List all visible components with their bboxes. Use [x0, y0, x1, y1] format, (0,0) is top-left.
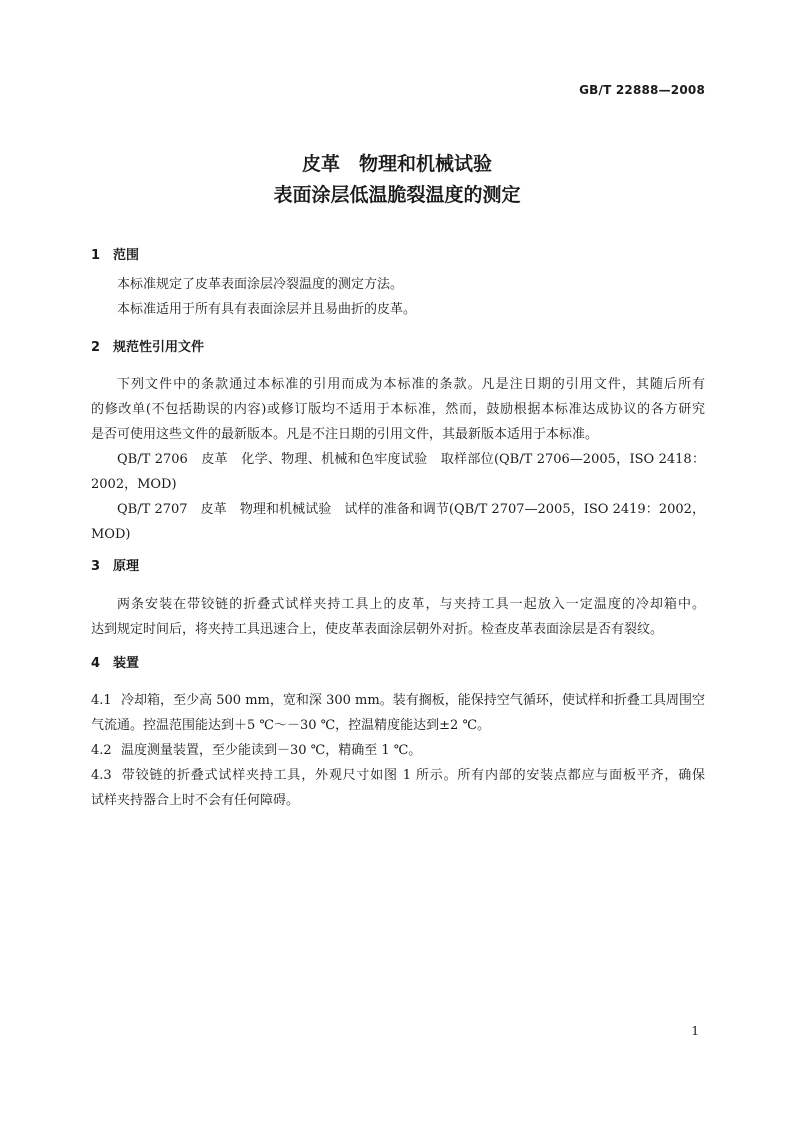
section-title: 范围: [113, 248, 140, 263]
s3-paragraph-line-2: 达到规定时间后，将夹持工具迅速合上，使皮革表面涂层朝外对折。检查皮革表面涂层是否有裂纹。: [91, 622, 664, 637]
s1-paragraph-2: 本标准适用于所有具有表面涂层并且易曲折的皮革。: [117, 302, 417, 317]
section-4-heading: [91, 655, 139, 673]
section-2-heading: [91, 339, 204, 357]
document-title-line-2: 表面涂层低温脆裂温度的测定: [273, 184, 521, 206]
document-title-line-1: 皮革 物理和机械试验: [301, 153, 492, 175]
item-4-3-line-2: 试样夹持器合上时不会有任何障碍。: [91, 793, 300, 808]
reference-2-line-1: QB/T 2707 皮革 物理和机械试验 试样的准备和调节(QB/T 2707—2005，ISO 2419：2002，: [117, 502, 705, 517]
item-number: 4.2: [91, 743, 112, 758]
reference-1-line-1: QB/T 2706 皮革 化学、物理、机械和色牢度试验 取样部位(QB/T 2706—2005，ISO 2418：: [117, 452, 705, 467]
section-number: 3: [91, 559, 101, 574]
reference-1-line-2: 2002，MOD): [91, 477, 177, 492]
item-text: 温度测量装置，至少能读到－30 ℃，精确至 1 ℃。: [121, 743, 422, 758]
section-number: 2: [91, 340, 101, 355]
section-title: 规范性引用文件: [113, 340, 205, 355]
s2-paragraph-line-2: 的修改单(不包括勘误的内容)或修订版均不适用于本标准，然而，鼓励根据本标准达成协议的各方研究: [91, 402, 705, 417]
section-number: 4: [91, 656, 101, 671]
item-number: 4.3: [91, 768, 112, 783]
item-text: 带铰链的折叠式试样夹持工具，外观尺寸如图 1 所示。所有内部的安装点都应与面板平齐，确保: [121, 768, 705, 783]
s1-paragraph-1: 本标准规定了皮革表面涂层冷裂温度的测定方法。: [117, 277, 404, 292]
s2-paragraph-line-1: 下列文件中的条款通过本标准的引用而成为本标准的条款。凡是注日期的引用文件，其随后所有: [117, 377, 705, 392]
section-title: 原理: [113, 559, 140, 574]
s2-paragraph-line-3: 是否可使用这些文件的最新版本。凡是不注日期的引用文件，其最新版本适用于本标准。: [91, 427, 599, 442]
section-1-heading: [91, 247, 139, 265]
section-number: 1: [91, 248, 101, 263]
section-3-heading: [91, 558, 139, 576]
item-text: 冷却箱，至少高 500 mm，宽和深 300 mm。装有搁板，能保持空气循环，使试样和折叠工具周围空: [121, 693, 705, 708]
section-title: 装置: [113, 656, 140, 671]
reference-2-line-2: MOD): [91, 527, 131, 542]
item-4-3-line-1: [91, 763, 705, 788]
item-number: 4.1: [91, 693, 112, 708]
s3-paragraph-line-1: 两条安装在带铰链的折叠式试样夹持工具上的皮革，与夹持工具一起放入一定温度的冷却箱中。: [117, 597, 705, 612]
item-4-2: [91, 738, 705, 763]
item-4-1-line-2: 气流通。控温范围能达到＋5 ℃～－30 ℃，控温精度能达到±2 ℃。: [91, 718, 491, 733]
standard-code: GB/T 22888—2008: [579, 83, 705, 97]
item-4-1-line-1: [91, 688, 705, 713]
page-number: 1: [691, 1024, 699, 1038]
